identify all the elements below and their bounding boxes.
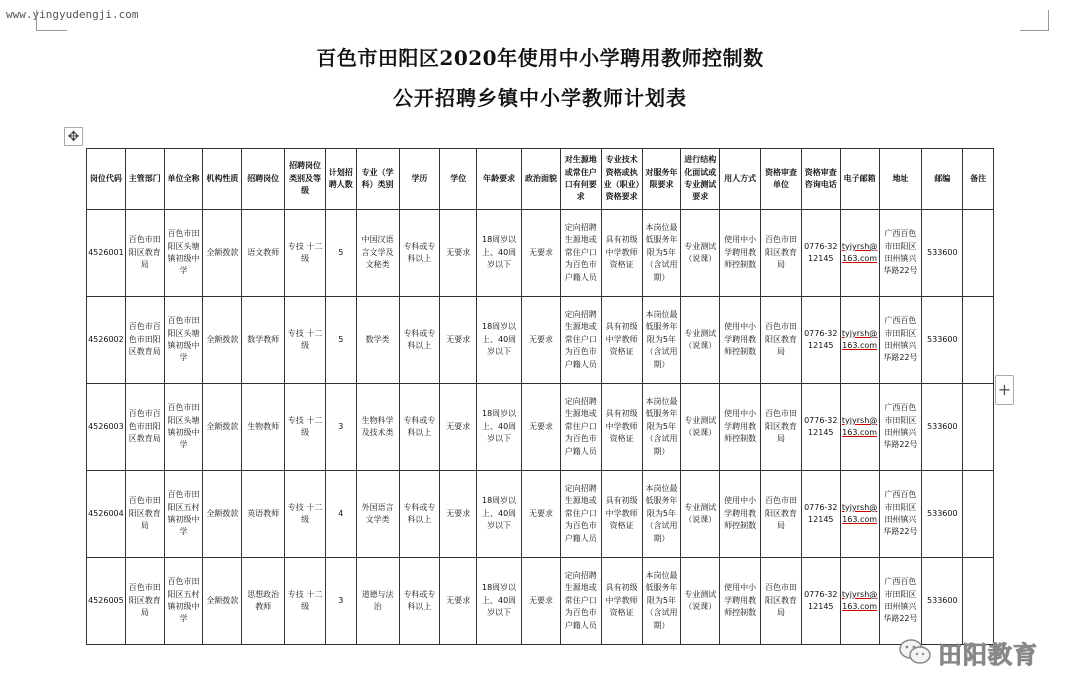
brand-name: 田阳教育 xyxy=(938,640,1038,669)
table-cell: 0776-3212145 xyxy=(801,471,840,558)
table-cell: 百色市田阳区五村镇初级中学 xyxy=(164,471,203,558)
table-cell: 使用中小学聘用教师控制数 xyxy=(720,558,761,645)
document-subtitle: 公开招聘乡镇中小学教师计划表 xyxy=(393,86,687,110)
table-cell: 百色市百色市田阳区教育局 xyxy=(125,384,164,471)
table-cell: 无要求 xyxy=(522,210,561,297)
table-cell: 定向招聘生源地或常住户口为百色市户籍人员 xyxy=(560,210,601,297)
table-cell: 百色市田阳区教育局 xyxy=(761,210,802,297)
table-cell: 4526002 xyxy=(87,297,126,384)
header-cell: 备注 xyxy=(963,149,994,210)
table-cell: 4 xyxy=(325,471,356,558)
email-link[interactable]: tyjyrsh@163.com xyxy=(841,589,878,611)
table-cell: 百色市田阳区头塘镇初级中学 xyxy=(164,210,203,297)
table-cell: 定向招聘生源地或常住户口为百色市户籍人员 xyxy=(560,558,601,645)
table-cell: 全额拨款 xyxy=(203,558,242,645)
table-cell: 具有初级中学教师资格证 xyxy=(601,210,642,297)
table-cell: 本岗位最低服务年限为5年（含试用期） xyxy=(642,471,681,558)
table-cell: 广西百色市田阳区田州镇兴华路22号 xyxy=(879,558,922,645)
table-cell: 无要求 xyxy=(440,210,477,297)
table-cell xyxy=(840,210,879,297)
table-cell: 百色市田阳区教育局 xyxy=(761,297,802,384)
header-cell: 进行结构化面试或专业测试要求 xyxy=(681,149,720,210)
table-cell xyxy=(840,471,879,558)
header-cell: 主管部门 xyxy=(125,149,164,210)
site-watermark: www.yingyudengji.com xyxy=(6,8,139,21)
table-cell: 无要求 xyxy=(522,297,561,384)
table-cell: 533600 xyxy=(922,210,963,297)
table-cell: 专科或专科以上 xyxy=(399,471,440,558)
table-cell xyxy=(963,558,994,645)
table-cell: 定向招聘生源地或常住户口为百色市户籍人员 xyxy=(560,297,601,384)
table-cell: 18周岁以上、40周岁以下 xyxy=(477,210,522,297)
header-cell: 邮编 xyxy=(922,149,963,210)
table-cell: 百色市田阳区头塘镇初级中学 xyxy=(164,297,203,384)
header-cell: 对服务年限要求 xyxy=(642,149,681,210)
table-cell: 全额拨款 xyxy=(203,384,242,471)
table-cell xyxy=(963,384,994,471)
email-link[interactable]: tyjyrsh@163.com xyxy=(841,241,878,263)
table-cell: 无要求 xyxy=(440,558,477,645)
table-cell: 5 xyxy=(325,297,356,384)
table-cell: 思想政治教师 xyxy=(242,558,285,645)
header-cell: 学历 xyxy=(399,149,440,210)
header-cell: 用人方式 xyxy=(720,149,761,210)
table-cell: 专技 十二级 xyxy=(285,471,326,558)
table-cell xyxy=(840,384,879,471)
table-cell xyxy=(840,558,879,645)
table-cell: 使用中小学聘用教师控制数 xyxy=(720,471,761,558)
table-cell: 0776-3212145 xyxy=(801,558,840,645)
header-cell: 资格审查咨询电话 xyxy=(801,149,840,210)
table-cell: 全额拨款 xyxy=(203,471,242,558)
header-cell: 对生源地或常住户口有何要求 xyxy=(560,149,601,210)
table-cell: 18周岁以上、40周岁以下 xyxy=(477,558,522,645)
table-cell: 具有初级中学教师资格证 xyxy=(601,558,642,645)
move-icon[interactable]: ✥ xyxy=(64,127,83,146)
table-cell: 专技 十二级 xyxy=(285,210,326,297)
table-cell: 百色市田阳区头塘镇初级中学 xyxy=(164,384,203,471)
table-cell: 数学类 xyxy=(356,297,399,384)
header-cell: 政治面貌 xyxy=(522,149,561,210)
header-cell: 学位 xyxy=(440,149,477,210)
table-cell xyxy=(963,471,994,558)
table-cell: 专业测试（说课） xyxy=(681,384,720,471)
table-cell: 使用中小学聘用教师控制数 xyxy=(720,297,761,384)
table-cell: 专技 十二级 xyxy=(285,558,326,645)
header-cell: 专业技术资格或执业（职业）资格要求 xyxy=(601,149,642,210)
table-cell: 无要求 xyxy=(440,471,477,558)
table-cell: 生物教师 xyxy=(242,384,285,471)
header-cell: 资格审查单位 xyxy=(761,149,802,210)
table-cell: 18周岁以上、40周岁以下 xyxy=(477,297,522,384)
table-cell: 18周岁以上、40周岁以下 xyxy=(477,384,522,471)
header-cell: 年龄要求 xyxy=(477,149,522,210)
table-cell: 中国汉语言文学及文秘类 xyxy=(356,210,399,297)
header-cell: 专业（学科）类别 xyxy=(356,149,399,210)
header-cell: 招聘岗位 xyxy=(242,149,285,210)
table-cell: 具有初级中学教师资格证 xyxy=(601,471,642,558)
table-row xyxy=(87,384,994,471)
table-cell xyxy=(840,297,879,384)
page-corner-mark xyxy=(36,10,67,31)
table-cell: 533600 xyxy=(922,471,963,558)
table-cell: 533600 xyxy=(922,297,963,384)
table-cell: 无要求 xyxy=(440,384,477,471)
table-cell: 4526001 xyxy=(87,210,126,297)
table-cell: 专科或专科以上 xyxy=(399,558,440,645)
table-cell: 专技 十二级 xyxy=(285,384,326,471)
table-cell: 生物科学及技术类 xyxy=(356,384,399,471)
brand-watermark xyxy=(898,636,1038,668)
table-cell: 5 xyxy=(325,210,356,297)
header-cell: 岗位代码 xyxy=(87,149,126,210)
table-cell: 百色市田阳区教育局 xyxy=(125,471,164,558)
table-cell: 0776-3212145 xyxy=(801,384,840,471)
table-cell: 533600 xyxy=(922,558,963,645)
table-cell: 全额拨款 xyxy=(203,210,242,297)
table-cell: 无要求 xyxy=(522,558,561,645)
table-cell: 数学教师 xyxy=(242,297,285,384)
table-cell xyxy=(963,210,994,297)
table-cell: 百色市田阳区教育局 xyxy=(125,558,164,645)
table-cell: 语文教师 xyxy=(242,210,285,297)
table-cell: 道德与法治 xyxy=(356,558,399,645)
header-cell: 电子邮箱 xyxy=(840,149,879,210)
table-cell: 4526004 xyxy=(87,471,126,558)
plus-icon[interactable]: + xyxy=(995,375,1014,405)
table-cell: 具有初级中学教师资格证 xyxy=(601,384,642,471)
table-cell: 百色市百色市田阳区教育局 xyxy=(125,297,164,384)
table-cell: 4526003 xyxy=(87,384,126,471)
table-row xyxy=(87,210,994,297)
recruitment-plan-table xyxy=(86,148,994,645)
table-cell: 本岗位最低服务年限为5年（含试用期） xyxy=(642,210,681,297)
table-cell: 本岗位最低服务年限为5年（含试用期） xyxy=(642,297,681,384)
table-header-row xyxy=(87,149,994,210)
table-cell: 专业测试（说课） xyxy=(681,210,720,297)
wechat-icon xyxy=(898,638,932,666)
page-corner-mark xyxy=(1020,10,1049,31)
email-link[interactable]: tyjyrsh@163.com xyxy=(841,415,878,437)
table-cell: 定向招聘生源地或常住户口为百色市户籍人员 xyxy=(560,471,601,558)
table-cell: 无要求 xyxy=(522,471,561,558)
table-cell: 百色市田阳区教育局 xyxy=(761,471,802,558)
table-cell: 533600 xyxy=(922,384,963,471)
table-cell: 使用中小学聘用教师控制数 xyxy=(720,384,761,471)
table-cell: 18周岁以上、40周岁以下 xyxy=(477,471,522,558)
table-cell: 英语教师 xyxy=(242,471,285,558)
table-cell: 具有初级中学教师资格证 xyxy=(601,297,642,384)
table-body xyxy=(87,210,994,645)
table-cell: 专科或专科以上 xyxy=(399,297,440,384)
table-cell: 外国语言文学类 xyxy=(356,471,399,558)
header-cell: 单位全称 xyxy=(164,149,203,210)
table-cell: 广西百色市田阳区田州镇兴华路22号 xyxy=(879,297,922,384)
table-cell: 3 xyxy=(325,558,356,645)
table-cell: 使用中小学聘用教师控制数 xyxy=(720,210,761,297)
table-cell: 专科或专科以上 xyxy=(399,210,440,297)
table-cell: 专科或专科以上 xyxy=(399,384,440,471)
table-cell: 本岗位最低服务年限为5年（含试用期） xyxy=(642,384,681,471)
table-cell: 本岗位最低服务年限为5年（含试用期） xyxy=(642,558,681,645)
table-cell: 百色市田阳区教育局 xyxy=(761,384,802,471)
header-cell: 招聘岗位类别及等级 xyxy=(285,149,326,210)
table-row xyxy=(87,558,994,645)
document-title: 百色市田阳区2020年使用中小学聘用教师控制数 xyxy=(316,46,764,70)
table-cell: 广西百色市田阳区田州镇兴华路22号 xyxy=(879,471,922,558)
table-cell: 广西百色市田阳区田州镇兴华路22号 xyxy=(879,384,922,471)
table-row xyxy=(87,471,994,558)
table-cell: 0776-3212145 xyxy=(801,297,840,384)
table-cell: 定向招聘生源地或常住户口为百色市户籍人员 xyxy=(560,384,601,471)
email-link[interactable]: tyjyrsh@163.com xyxy=(841,328,878,350)
table-cell: 4526005 xyxy=(87,558,126,645)
table-cell: 无要求 xyxy=(440,297,477,384)
table-cell: 无要求 xyxy=(522,384,561,471)
table-cell: 百色市田阳区五村镇初级中学 xyxy=(164,558,203,645)
header-cell: 计划招聘人数 xyxy=(325,149,356,210)
table-cell: 百色市田阳区教育局 xyxy=(761,558,802,645)
table-cell: 专业测试（说课） xyxy=(681,297,720,384)
table-cell: 专业测试（说课） xyxy=(681,558,720,645)
table-cell: 百色市田阳区教育局 xyxy=(125,210,164,297)
header-cell: 机构性质 xyxy=(203,149,242,210)
table-cell: 专技 十二级 xyxy=(285,297,326,384)
table-cell: 全额拨款 xyxy=(203,297,242,384)
table-cell: 广西百色市田阳区田州镇兴华路22号 xyxy=(879,210,922,297)
table-row xyxy=(87,297,994,384)
table-cell xyxy=(963,297,994,384)
table-cell: 3 xyxy=(325,384,356,471)
header-cell: 地址 xyxy=(879,149,922,210)
email-link[interactable]: tyjyrsh@163.com xyxy=(841,502,878,524)
table-cell: 0776-3212145 xyxy=(801,210,840,297)
table-cell: 专业测试（说课） xyxy=(681,471,720,558)
